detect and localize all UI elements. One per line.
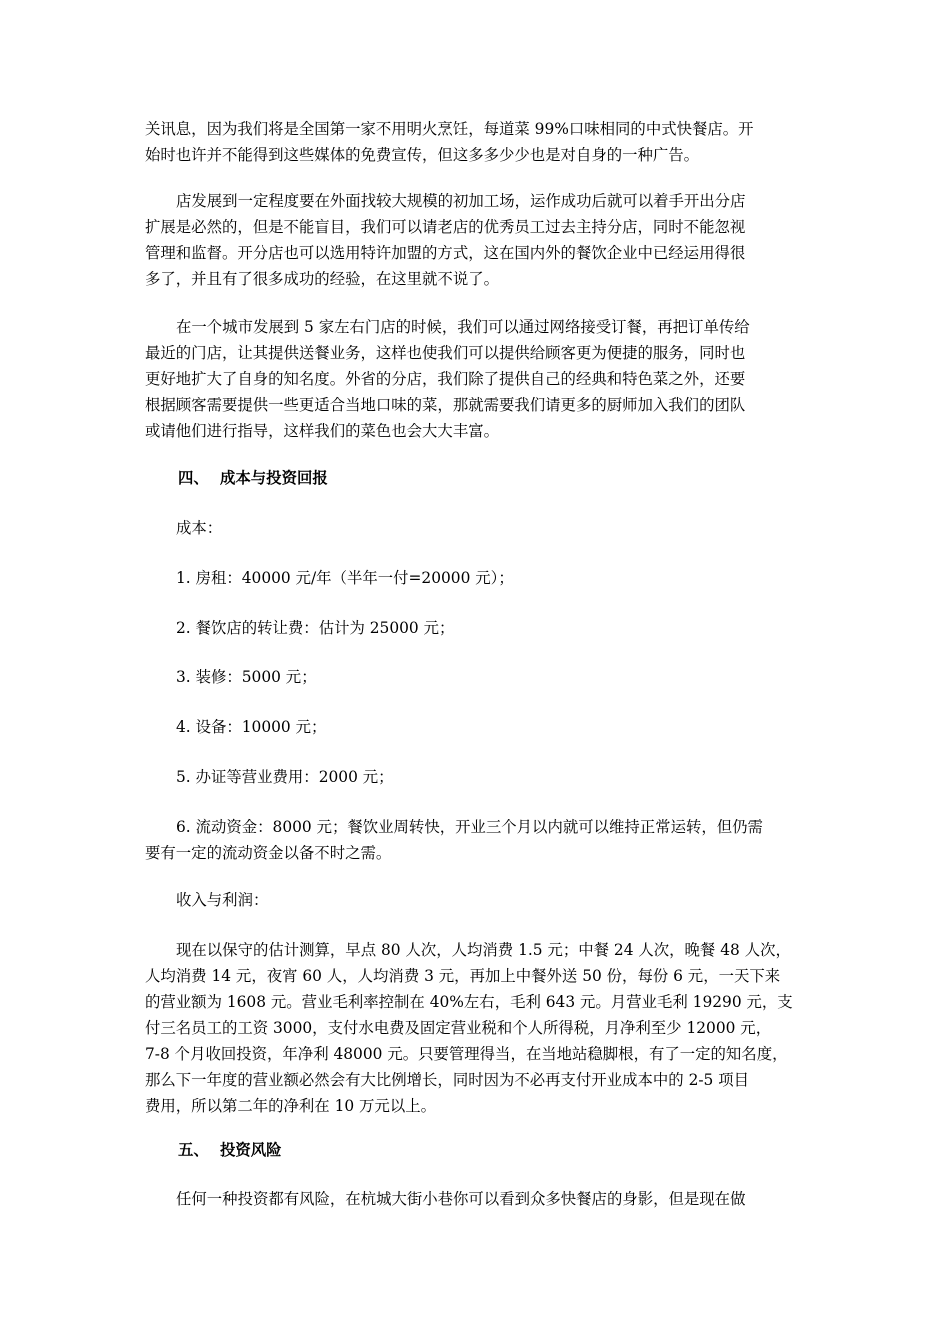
text-line: 那么下一年度的营业额必然会有大比例增长，同时因为不必再支付开业成本中的 2-5 项目: [145, 1071, 750, 1089]
text-line: 1. 房租：40000 元/年（半年一付=20000 元）；: [176, 569, 514, 587]
income-label: [145, 887, 823, 913]
text-line: 费用，所以第二年的净利在 10 万元以上。: [145, 1097, 437, 1115]
text-line: 要有一定的流动资金以备不时之需。: [145, 844, 392, 862]
text-line: 关讯息，因为我们将是全国第一家不用明火烹饪，每道菜 99%口味相同的中式快餐店。开: [145, 120, 754, 138]
text-line: 根据顾客需要提供一些更适合当地口味的菜，那就需要我们请更多的厨师加入我们的团队: [145, 396, 746, 414]
text-line: 或请他们进行指导，这样我们的菜色也会大大丰富。: [145, 422, 499, 440]
section-number: 五、: [178, 1141, 209, 1159]
text-line: 始时也许并不能得到这些媒体的免费宣传，但这多多少少也是对自身的一种广告。: [145, 146, 700, 164]
text-line: 现在以保守的估计测算，早点 80 人次，人均消费 1.5 元；中餐 24 人次，晚餐 48 人次，: [176, 941, 791, 959]
section-heading-investment-risk: [178, 1137, 282, 1163]
section-number: 四、: [178, 469, 209, 487]
text-line: 扩展是必然的，但是不能盲目，我们可以请老店的优秀员工过去主持分店，同时不能忽视: [145, 218, 746, 236]
text-line: 最近的门店，让其提供送餐业务，这样也使我们可以提供给顾客更为便捷的服务，同时也: [145, 344, 746, 362]
text-line: 成本：: [176, 519, 223, 537]
text-line: 的营业额为 1608 元。营业毛利率控制在 40%左右，毛利 643 元。月营业毛利 19290 元，支: [145, 993, 793, 1011]
text-line: 3. 装修：5000 元；: [176, 668, 317, 686]
text-line: 在一个城市发展到 5 家左右门店的时候，我们可以通过网络接受订餐，再把订单传给: [176, 318, 750, 336]
cost-label: [145, 515, 823, 541]
text-line: 收入与利润：: [176, 891, 269, 909]
text-line: 多了，并且有了很多成功的经验，在这里就不说了。: [145, 270, 499, 288]
text-line: 付三名员工的工资 3000，支付水电费及固定营业税和个人所得税，月净利至少 12000 元，: [145, 1019, 772, 1037]
paragraph-media-publicity: [145, 116, 823, 168]
text-line: 店发展到一定程度要在外面找较大规模的初加工场，运作成功后就可以着手开出分店: [176, 192, 746, 210]
cost-item-working-capital: [145, 814, 823, 866]
text-line: 更好地扩大了自身的知名度。外省的分店，我们除了提供自己的经典和特色菜之外，还要: [145, 370, 746, 388]
text-line: 4. 设备：10000 元；: [176, 718, 327, 736]
text-line: 人均消费 14 元，夜宵 60 人，人均消费 3 元，再加上中餐外送 50 份，每份 6 元，一天下来: [145, 967, 781, 985]
section-title: 成本与投资回报: [220, 469, 328, 487]
paragraph-investment-risk: [145, 1186, 823, 1212]
text-line: 6. 流动资金：8000 元；餐饮业周转快，开业三个月以内就可以维持正常运转，但仍需: [176, 818, 763, 836]
cost-item-transfer-fee: [145, 615, 823, 641]
paragraph-income-profit: [145, 937, 823, 1119]
text-line: 7-8 个月收回投资，年净利 48000 元。只要管理得当，在当地站稳脚根，有了一定的知名度，: [145, 1045, 788, 1063]
section-heading-cost-return: [178, 465, 328, 491]
cost-item-equipment: [145, 714, 823, 740]
text-line: 2. 餐饮店的转让费：估计为 25000 元；: [176, 619, 455, 637]
cost-item-license-fees: [145, 764, 823, 790]
text-line: 管理和监督。开分店也可以选用特许加盟的方式，这在国内外的餐饮企业中已经运用得很: [145, 244, 746, 262]
cost-item-decoration: [145, 664, 823, 690]
section-title: 投资风险: [220, 1141, 282, 1159]
cost-item-rent: [145, 565, 823, 591]
text-line: 任何一种投资都有风险，在杭城大街小巷你可以看到众多快餐店的身影，但是现在做: [176, 1190, 746, 1208]
paragraph-branch-expansion: [145, 188, 823, 292]
text-line: 5. 办证等营业费用：2000 元；: [176, 768, 394, 786]
paragraph-online-ordering: [145, 314, 823, 444]
